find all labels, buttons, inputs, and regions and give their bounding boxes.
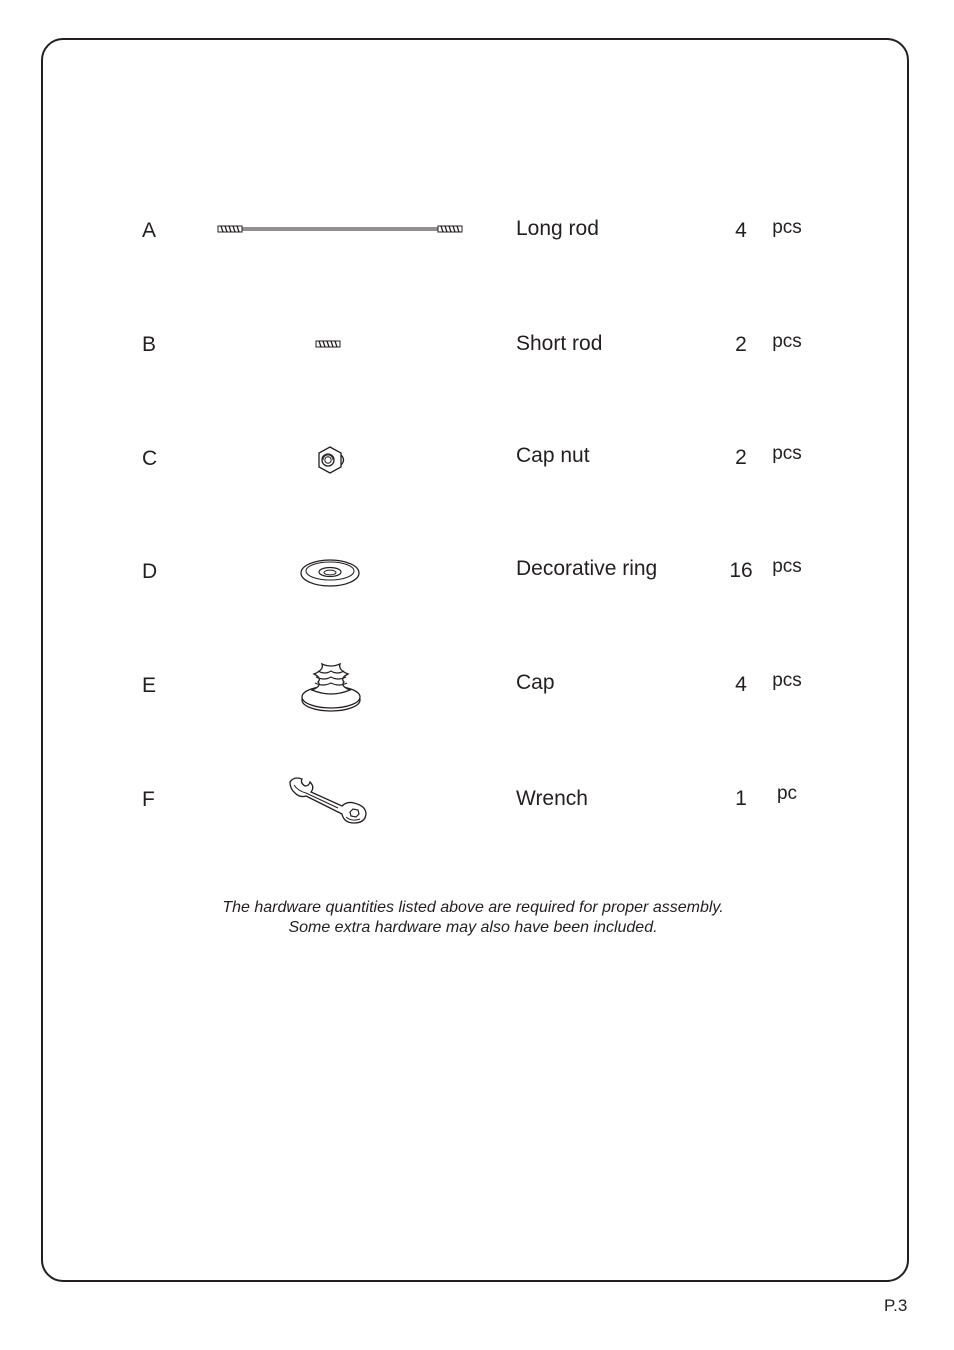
cap-icon xyxy=(298,656,364,714)
part-quantity: 16 xyxy=(729,559,753,582)
hardware-row-b xyxy=(0,331,954,391)
part-quantity: 1 xyxy=(735,787,747,810)
part-unit: pcs xyxy=(772,443,802,464)
wrench-icon xyxy=(286,774,372,826)
part-letter: B xyxy=(142,333,157,356)
part-unit: pcs xyxy=(772,670,802,691)
part-quantity: 4 xyxy=(735,219,747,242)
cap-nut-icon xyxy=(312,445,348,475)
hardware-row-f xyxy=(0,783,954,846)
part-name: Cap xyxy=(516,671,555,694)
part-unit: pc xyxy=(776,783,798,804)
part-letter: E xyxy=(142,674,157,697)
part-name: Long rod xyxy=(516,217,599,240)
part-letter: F xyxy=(142,788,155,811)
part-letter: D xyxy=(142,560,158,583)
long-rod-icon xyxy=(216,223,466,235)
part-unit: pcs xyxy=(772,556,802,577)
hardware-row-e xyxy=(0,672,954,732)
part-name: Wrench xyxy=(516,787,588,810)
part-quantity: 4 xyxy=(735,673,747,696)
part-quantity: 2 xyxy=(735,333,747,356)
hardware-row-c xyxy=(0,445,954,505)
assembly-note-line-2: Some extra hardware may also have been included. xyxy=(288,919,658,936)
decorative-ring-icon xyxy=(298,558,362,590)
part-name: Cap nut xyxy=(516,444,590,467)
short-rod-icon xyxy=(314,338,344,350)
part-unit: pcs xyxy=(772,217,802,238)
assembly-note-line-1: The hardware quantities listed above are required for proper assembly. xyxy=(222,899,724,916)
part-letter: C xyxy=(142,447,158,470)
page-number: P.3 xyxy=(884,1296,908,1315)
part-name: Decorative ring xyxy=(516,557,658,580)
part-quantity: 2 xyxy=(735,446,747,469)
part-name: Short rod xyxy=(516,332,603,355)
part-unit: pcs xyxy=(772,331,802,352)
hardware-row-d xyxy=(0,558,954,618)
part-letter: A xyxy=(142,219,157,242)
hardware-row-a xyxy=(0,217,954,277)
